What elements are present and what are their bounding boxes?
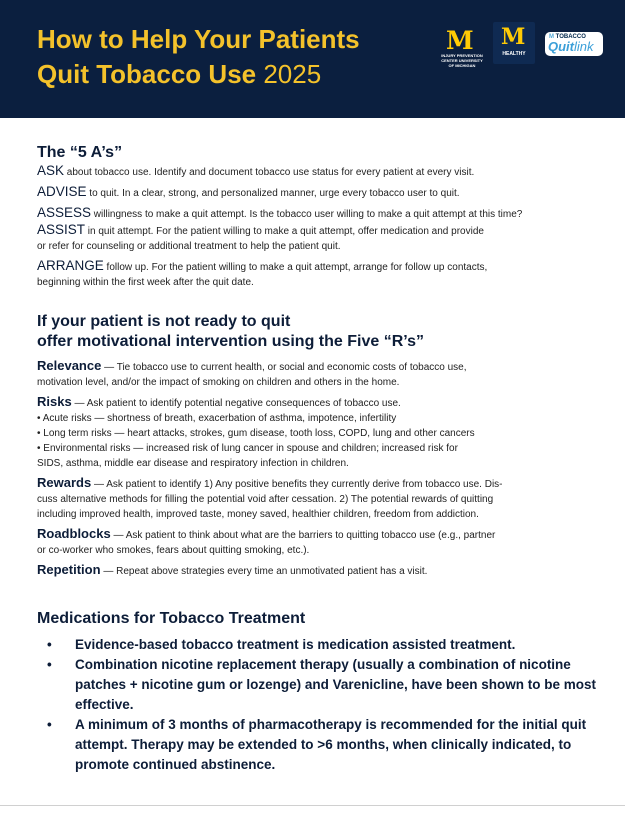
- header-banner: [0, 0, 625, 118]
- list-item: • Combination nicotine replacement therapy (usually a combination of nicotine patches + nicotine gum or lozenge) and Varenicline, have been shown to be most effective.: [47, 657, 596, 712]
- bullet-icon: •: [47, 717, 52, 732]
- repetition-item: Repetition — Repeat above strategies every time an unmotivated patient has a visit.: [37, 562, 428, 577]
- title-line-1: How to Help Your Patients: [37, 24, 360, 54]
- five-as-section: [37, 143, 602, 290]
- title-line-2: Quit Tobacco Use: [37, 59, 257, 89]
- rewards-item: Rewards — Ask patient to identify 1) Any positive benefits they currently derive from tobacco use. Dis- cuss alternative methods for filling the potential void after cessation. 2) The potential rewards of quitting including improved health, improved taste, money saved, healthier children, freedom from addiction.: [37, 475, 503, 520]
- medications-list: [37, 635, 602, 775]
- title-year: 2025: [263, 59, 322, 89]
- relevance-item: Relevance — Tie tobacco use to current health, or social and economic costs of tobacco use, motivation level, and/or the impact of smoking on children and others in the home.: [37, 358, 467, 388]
- tobacco-quitlink-logo: [545, 32, 603, 56]
- logo-quit-top: M TOBACCO: [549, 34, 586, 40]
- logo-quitlink-word: Quitlink: [548, 39, 594, 54]
- five-as-heading: The “5 A’s”: [37, 144, 123, 161]
- bullet-icon: •: [47, 657, 52, 672]
- block-m-icon: M: [501, 24, 526, 50]
- page-title: [37, 22, 360, 92]
- list-item: • A minimum of 3 months of pharmacotherapy is recommended for the initial quit attempt. Therapy may be extended to >6 months, when clinically indicated, to promote continued abstinence.: [47, 717, 587, 772]
- logo-um-text: INJURY PREVENTION CENTER UNIVERSITY OF MICHIGAN: [441, 53, 483, 68]
- medications-section: [37, 609, 602, 775]
- michigan-healthy-logo: [493, 22, 535, 64]
- assist-item: ASSIST in quit attempt. For the patient willing to make a quit attempt, offer medication and provide or refer for counseling or additional treatment to help the patient quit.: [37, 222, 484, 252]
- medications-heading: Medications for Tobacco Treatment: [37, 610, 306, 627]
- arrange-item: ARRANGE follow up. For the patient willing to make a quit attempt, arrange for follow up contacts, beginning within the first week after the quit date.: [37, 258, 488, 288]
- bullet-icon: •: [47, 637, 52, 652]
- list-item: • Evidence-based tobacco treatment is medication assisted treatment.: [75, 635, 602, 655]
- environmental-risks: • Environmental risks — increased risk of lung cancer in spouse and children; increased risk for: [37, 443, 458, 454]
- risks-item: Risks — Ask patient to identify potential negative consequences of tobacco use. • Acute risks — shortness of breath, exacerbation of asthma, impotence, infertility • Long term risks — heart attacks, strokes, gum disease, tooth loss, COPD, lung and other cancers • Environmental risks — increased risk of lung cancer in spouse and children; increased risk for SIDS, asthma, middle ear disease and respiratory infection in children.: [37, 394, 475, 469]
- roadblocks-item: Roadblocks — Ask patient to think about what are the barriers to quitting tobacco use (e.g., partner or co-worker who smokes, fears about quitting smoking, etc.).: [37, 526, 496, 556]
- advise-item: ADVISE to quit. In a clear, strong, and personalized manner, urge every tobacco user to quit.: [37, 184, 460, 199]
- um-injury-prevention-logo: [438, 28, 486, 66]
- acute-risks: • Acute risks — shortness of breath, exacerbation of asthma, impotence, infertility: [37, 413, 397, 424]
- logo-healthy-text: HEALTHY: [502, 51, 526, 57]
- block-m-icon: M: [446, 26, 474, 55]
- footer-divider: [0, 805, 625, 806]
- five-rs-heading: If your patient is not ready to quit offer motivational intervention using the Five “R’s”: [37, 313, 425, 350]
- long-term-risks: • Long term risks — heart attacks, strokes, gum disease, tooth loss, COPD, lung and other cancers: [37, 428, 475, 439]
- ask-item: ASK about tobacco use. Identify and document tobacco use status for every patient at every visit.: [37, 163, 475, 178]
- five-rs-section: [37, 312, 602, 579]
- assess-item: ASSESS willingness to make a quit attempt. Is the tobacco user willing to make a quit attempt at this time?: [37, 205, 523, 220]
